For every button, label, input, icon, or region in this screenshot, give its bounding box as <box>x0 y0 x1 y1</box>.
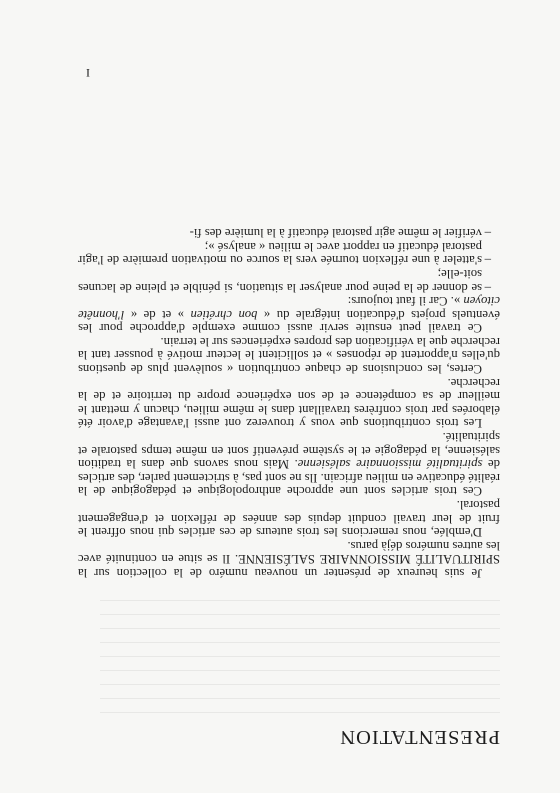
bullet-item <box>78 239 500 266</box>
text-run: Certes, les conclusions de chaque contribution « soulèvent plus de questions qu'elles n'apportent de réponses » et sollicitent le lecteur motivé à pousser tant la recherche que la vérification des propres expériences sur le terrain. <box>78 334 500 377</box>
bullet-dash: – <box>484 280 491 295</box>
text-run: Ces trois articles sont une approche anthropologique et pédagogique de la réalité éducative en milieu africain. Ils ne sont pas, à strictement parler, des articles de <box>78 457 500 499</box>
text-run: . Mais nous savons que dans la tradition salésienne, la pédagogie et le système préventif sont en même temps pastorale et spiritualité. <box>78 430 500 472</box>
paragraph <box>78 334 500 375</box>
bullet-item <box>78 226 500 240</box>
text-run: Ce travail peut ensuite servir aussi comme exemple d'approche pour les éventuels projets d'éducation intégrale du « <box>78 307 500 336</box>
page-title: PRESENTATION <box>339 726 500 748</box>
bullet-dash: – <box>484 253 491 268</box>
body-text <box>78 226 500 579</box>
paragraph <box>78 294 500 335</box>
text-run: se donner de la peine pour analyser la situation, si pénible et pleine de lacunes soit-elle; <box>78 266 482 295</box>
text-run: D'emblée, nous remercions les trois auteurs de ces articles qui nous offrent le fruit de leur travail conduit depuis des années de réflexion et d'engagement pastoral. <box>78 498 500 540</box>
text-run: vérifier le même agir pastoral éducatif à la lumière des fi- <box>189 226 482 241</box>
paragraph <box>78 497 500 538</box>
bullet-item <box>78 266 500 293</box>
emphasis-text: l'honnête citoyen <box>78 294 500 322</box>
show-through-texture <box>100 593 500 713</box>
page-number: I <box>86 66 90 80</box>
emphasis-text: spiritualité missionnaire salésienne <box>297 457 483 472</box>
text-run: Les trois contributions que vous y trouverez ont aussi l'avantage d'avoir été élaborées par trois confrères travaillant dans le même milieu, chacun y mettant le meilleur de sa compétence et de son expérience propre du territoire et de la recherche. <box>78 375 500 431</box>
text-run: Je suis heureux de présenter un nouveau numéro de la collection sur la SPIRITUALITÉ MISSIONNAIRE SALÉSIENNE. Il se situe en continuité avec les autres numéros déjà parus. <box>78 538 500 580</box>
emphasis-text: bon chrétien <box>190 307 258 322</box>
paragraph <box>78 429 500 497</box>
text-run: » et de « <box>124 307 191 322</box>
text-run: ». Car il faut toujours: <box>347 294 464 309</box>
paragraph <box>78 375 500 429</box>
paragraph <box>78 538 500 579</box>
bullet-dash: – <box>484 226 491 241</box>
text-run: s'atteler à une réflexion tournée vers la source ou motivation première de l'agir pastoral éducatif en rapport avec le milieu « analysé »; <box>78 239 482 268</box>
